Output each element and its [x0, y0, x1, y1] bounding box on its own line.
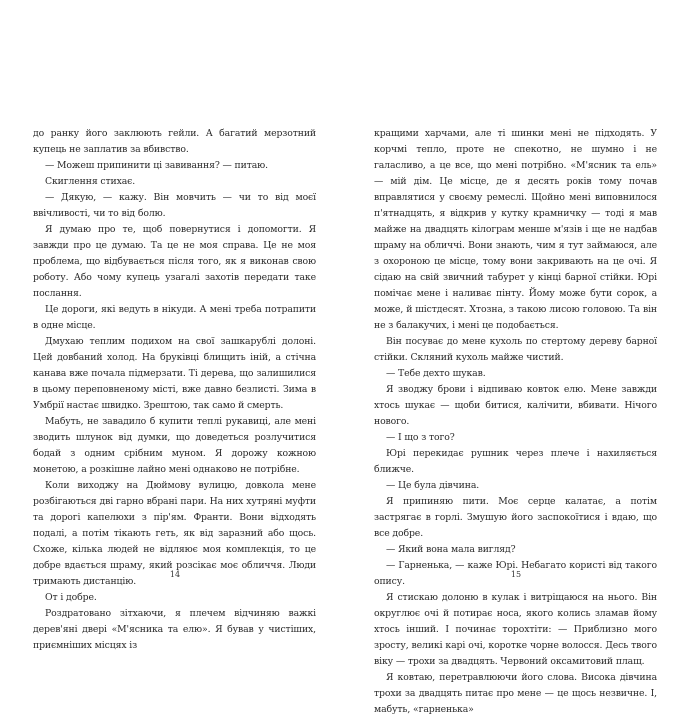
left-page-number: 14 — [169, 570, 181, 579]
right-page — [374, 126, 657, 718]
paragraph: — Гарненька, — каже Юрі. Небагато користі від такого опису. — [374, 560, 657, 587]
paragraph: Скиглення стихає. — [45, 176, 136, 187]
paragraph: Він посуває до мене кухоль по стертому дереву барної стійки. Скляний кухоль майже чистий. — [374, 336, 657, 363]
paragraph: Роздратовано зітхаючи, я плечем відчиняю важкі дерев'яні двері «М'ясника та елю». Я бував у чистіших, приємніших місцях із — [33, 608, 316, 651]
paragraph: Коли виходжу на Дюймову вулицю, довкола мене розбігаються дві гарно вбрані пари. На них хутряні муфти та дорогі капелюхи з пір'ям. Франти. Вони відходять подалі, а потім тікають геть, як від заразний або щось. Схоже, кілька людей не відляює моя комплекція, то це добре вдається шраму, який розсікає моє обличчя. Люди тримають дистанцію. — [33, 480, 316, 587]
paragraph: до ранку його заклюють гейли. А багатий мерзотний купець не заплатив за вбивство. — [33, 128, 316, 155]
paragraph: Я стискаю долоню в кулак і витріщаюся на нього. Він округлює очі й потирає носа, якого колись зламав йому хтось інший. І починає торохтіти: — Приблизно мого зросту, великі карі очі, коротке чорне волосся. Десь твого віку — трохи за двадцять. Червоний оксамитовий плащ. — [374, 592, 657, 667]
paragraph: Дмухаю теплим подихом на свої зашкарублі долоні. Цей довбаний холод. На бруківці блищить іній, а стічна канава вже почала підмерзати. Ті дерева, що залишилися в цьому переповненому місті, вже давно безлисті. Зима в Умбрії настає швидко. Зрештою, так само й смерть. — [33, 336, 316, 411]
paragraph: — Тебе дехто шукав. — [386, 368, 486, 379]
paragraph: Я припиняю пити. Моє серце калатає, а потім застрягає в горлі. Змушую його заспокоїтися і вдаю, що все добре. — [374, 496, 657, 539]
paragraph: — Який вона мала вигляд? — [386, 544, 516, 555]
paragraph: кращими харчами, але ті шинки мені не підходять. У корчмі тепло, проте не спекотно, не шумно і не галасливо, а це все, що мені потрібно. «М'ясник та ель» — мій дім. Це місце, де я десять років тому почав вправлятися у своєму ремеслі. Щойно мені виповнилося п'ятнадцять, я відкрив у кутку крамничку — тоді я мав майже на двадцять кілограм менше м'язів і ще не надбав шраму на обличчі. Вони знають, чим я тут займаюся, але з охороною це місце, тому вони закривають на це очі. Я сідаю на свій звичний табурет у кінці барної стійки. Юрі помічає мене і наливає пінту. Йому може бути сорок, а може, й шістдесят. Хтозна, з такою лисою головою. Та він не з балакучих, і мені це подобається. — [374, 128, 657, 331]
paragraph: Я думаю про те, щоб повернутися і допомогти. Я завжди про це думаю. Та це не моя справа. Це не моя проблема, що відбувається після того, як я виконав свою роботу. Або чому купець узагалі захотів передати таке послання. — [33, 224, 316, 299]
paragraph: — Дякую, — кажу. Він мовчить — чи то від моєї ввічливості, чи то від болю. — [33, 192, 316, 219]
paragraph: — І що з того? — [386, 432, 455, 443]
paragraph: Я зводжу брови і відпиваю ковток елю. Мене завжди хтось шукає — щоби битися, калічити, вбивати. Нічого нового. — [374, 384, 657, 427]
paragraph: Юрі перекидає рушник через плече і нахиляється ближче. — [374, 448, 657, 475]
right-page-number: 15 — [510, 570, 522, 579]
paragraph: От і добре. — [45, 592, 97, 603]
paragraph: Це дороги, які ведуть в нікуди. А мені треба потрапити в одне місце. — [33, 304, 316, 331]
paragraph: — Це була дівчина. — [386, 480, 480, 491]
paragraph: Я ковтаю, перетравлюючи його слова. Висока дівчина трохи за двадцять питає про мене — це щось незвичне. І, мабуть, «гарненька» — [374, 672, 657, 715]
paragraph: — Можеш припинити ці завивання? — питаю. — [45, 160, 268, 171]
paragraph: Мабуть, не завадило б купити теплі рукавиці, але мені зводить шлунок від думки, що доведеться розлучитися бодай з одним срібним муном. Я дорожу кожною монетою, а розкішне лайно мені однаково не потрібне. — [33, 416, 316, 475]
